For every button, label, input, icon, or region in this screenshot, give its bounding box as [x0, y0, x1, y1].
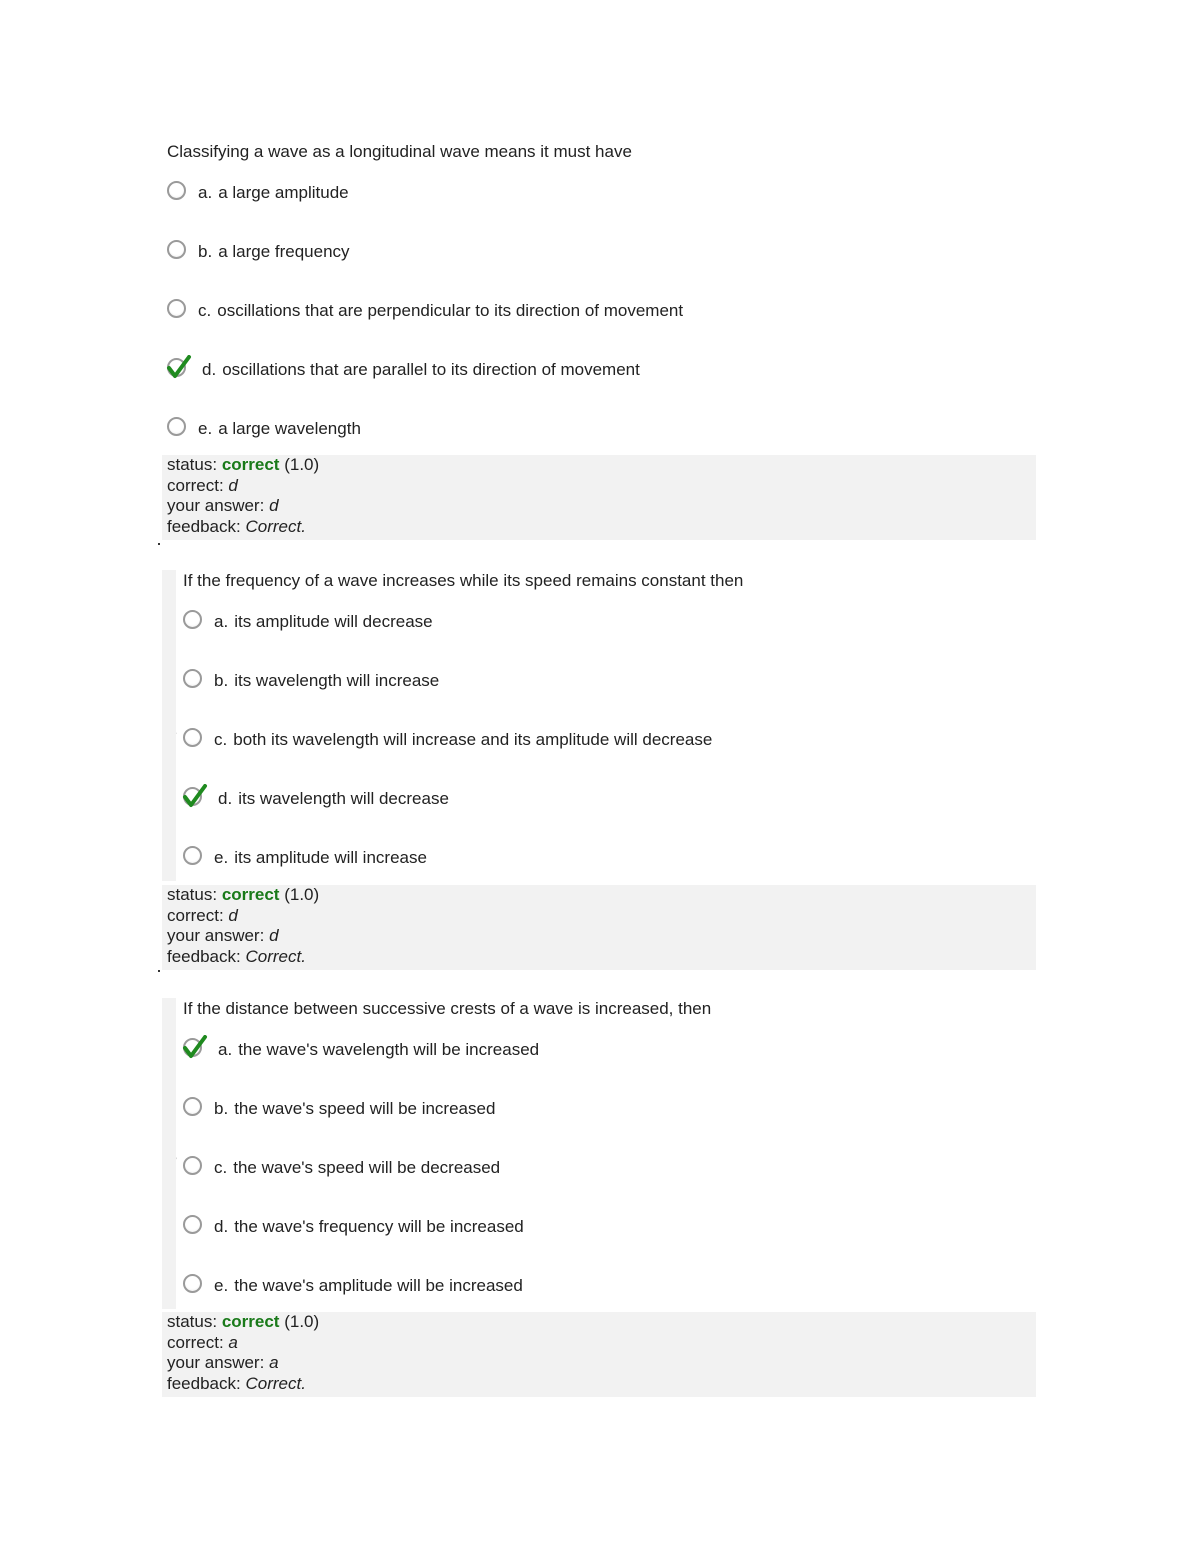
- option-b[interactable]: [167, 235, 1036, 294]
- question-number: 3: [167, 1146, 178, 1166]
- option-letter: a.: [218, 1040, 233, 1059]
- question-body: [162, 998, 1036, 1309]
- question-body: [162, 570, 1036, 881]
- option-e[interactable]: [183, 1269, 1036, 1309]
- option-letter: a.: [198, 183, 213, 202]
- status-label: status:: [167, 885, 218, 904]
- feedback-value: Correct.: [245, 1373, 306, 1393]
- option-e[interactable]: [183, 841, 1036, 881]
- radio-icon[interactable]: [167, 181, 186, 200]
- answer-label: your answer:: [167, 926, 265, 945]
- radio-icon[interactable]: [183, 846, 202, 865]
- question-text: If the frequency of a wave increases while its speed remains constant then: [183, 571, 744, 590]
- correct-value: d: [228, 475, 238, 495]
- option-a[interactable]: [183, 605, 1036, 664]
- status-box: [162, 1312, 1036, 1397]
- status-line: [167, 1312, 1036, 1333]
- radio-icon[interactable]: [183, 728, 202, 747]
- option-text: the wave's speed will be decreased: [233, 1158, 501, 1177]
- correct-line: [167, 1333, 1036, 1354]
- checkmark-glyph: [182, 784, 208, 810]
- feedback-value: Correct.: [245, 516, 306, 536]
- radio-icon[interactable]: [183, 1215, 202, 1234]
- radio-icon[interactable]: [167, 240, 186, 259]
- question-number: 2: [167, 718, 178, 738]
- question-3: [162, 998, 1036, 1397]
- option-a[interactable]: [167, 176, 1036, 235]
- option-c[interactable]: [167, 294, 1036, 353]
- question-text: Classifying a wave as a longitudinal wave means it must have: [167, 142, 632, 161]
- feedback-label: feedback:: [167, 516, 241, 536]
- checkmark-glyph: [166, 355, 192, 381]
- question-body: [162, 141, 1036, 452]
- status-score: (1.0): [284, 1312, 320, 1331]
- radio-icon[interactable]: [183, 1274, 202, 1293]
- option-list: [167, 176, 1036, 452]
- option-letter: d.: [202, 360, 217, 379]
- option-letter: d.: [214, 1217, 229, 1236]
- option-d[interactable]: [183, 1210, 1036, 1269]
- option-text: a large amplitude: [218, 183, 349, 202]
- option-text: the wave's frequency will be increased: [234, 1217, 524, 1236]
- option-a[interactable]: [183, 1033, 1036, 1092]
- radio-icon[interactable]: [183, 669, 202, 688]
- checkmark-glyph: [182, 1035, 208, 1061]
- radio-icon[interactable]: [183, 1156, 202, 1175]
- correct-line: [167, 906, 1036, 927]
- option-list: [183, 1033, 1036, 1309]
- answer-value: d: [269, 926, 279, 945]
- option-letter: b.: [198, 242, 213, 261]
- answer-label: your answer:: [167, 496, 265, 515]
- option-text: the wave's amplitude will be increased: [234, 1276, 523, 1295]
- option-text: a large wavelength: [218, 419, 361, 438]
- option-letter: e.: [198, 419, 213, 438]
- option-letter: d.: [218, 789, 233, 808]
- feedback-label: feedback:: [167, 1373, 241, 1393]
- separator-dot: [158, 970, 160, 972]
- correct-label: correct:: [167, 1332, 224, 1352]
- option-letter: e.: [214, 848, 229, 867]
- radio-icon[interactable]: [167, 417, 186, 436]
- answer-line: [167, 496, 1036, 517]
- correct-value: a: [228, 1332, 238, 1352]
- option-text: the wave's wavelength will be increased: [238, 1040, 540, 1059]
- answer-label: your answer:: [167, 1353, 265, 1372]
- feedback-value: Correct.: [245, 946, 306, 966]
- question-1: [162, 141, 1036, 540]
- status-box: [162, 885, 1036, 970]
- option-c[interactable]: [183, 723, 1036, 782]
- status-label: status:: [167, 455, 218, 474]
- option-text: its wavelength will decrease: [238, 789, 449, 808]
- option-text: the wave's speed will be increased: [234, 1099, 496, 1118]
- option-letter: b.: [214, 671, 229, 690]
- option-letter: c.: [214, 1158, 228, 1177]
- option-letter: e.: [214, 1276, 229, 1295]
- radio-icon[interactable]: [183, 1097, 202, 1116]
- option-letter: c.: [198, 301, 212, 320]
- radio-icon[interactable]: [167, 299, 186, 318]
- feedback-line: [167, 1374, 1036, 1395]
- answer-line: [167, 1353, 1036, 1374]
- status-value: correct: [221, 1312, 280, 1331]
- radio-icon[interactable]: [183, 610, 202, 629]
- option-text: its wavelength will increase: [234, 671, 440, 690]
- status-line: [167, 455, 1036, 476]
- option-d[interactable]: [183, 782, 1036, 841]
- answer-line: [167, 926, 1036, 947]
- option-b[interactable]: [183, 1092, 1036, 1151]
- status-score: (1.0): [284, 885, 320, 904]
- separator-dot: [158, 543, 160, 545]
- checkmark-icon[interactable]: [182, 784, 206, 808]
- feedback-label: feedback:: [167, 946, 241, 966]
- correct-line: [167, 476, 1036, 497]
- option-b[interactable]: [183, 664, 1036, 723]
- option-c[interactable]: [183, 1151, 1036, 1210]
- option-text: a large frequency: [218, 242, 350, 261]
- checkmark-icon[interactable]: [182, 1035, 206, 1059]
- status-line: [167, 885, 1036, 906]
- status-value: correct: [221, 885, 280, 904]
- status-value: correct: [221, 455, 280, 474]
- feedback-line: [167, 517, 1036, 538]
- checkmark-icon[interactable]: [166, 355, 190, 379]
- option-text: oscillations that are parallel to its direction of movement: [222, 360, 640, 379]
- answer-value: a: [269, 1353, 279, 1372]
- option-text: its amplitude will increase: [234, 848, 427, 867]
- status-box: [162, 455, 1036, 540]
- answer-value: d: [269, 496, 279, 515]
- option-letter: c.: [214, 730, 228, 749]
- correct-label: correct:: [167, 475, 224, 495]
- status-label: status:: [167, 1312, 218, 1331]
- correct-label: correct:: [167, 905, 224, 925]
- option-list: [183, 605, 1036, 881]
- option-text: its amplitude will decrease: [234, 612, 433, 631]
- option-text: oscillations that are perpendicular to its direction of movement: [217, 301, 684, 320]
- option-e[interactable]: [167, 412, 1036, 452]
- question-text: If the distance between successive crests of a wave is increased, then: [183, 999, 712, 1018]
- status-score: (1.0): [284, 455, 320, 474]
- option-text: both its wavelength will increase and its amplitude will decrease: [233, 730, 713, 749]
- question-2: [162, 570, 1036, 970]
- option-letter: b.: [214, 1099, 229, 1118]
- feedback-line: [167, 947, 1036, 968]
- option-letter: a.: [214, 612, 229, 631]
- option-d[interactable]: [167, 353, 1036, 412]
- correct-value: d: [228, 905, 238, 925]
